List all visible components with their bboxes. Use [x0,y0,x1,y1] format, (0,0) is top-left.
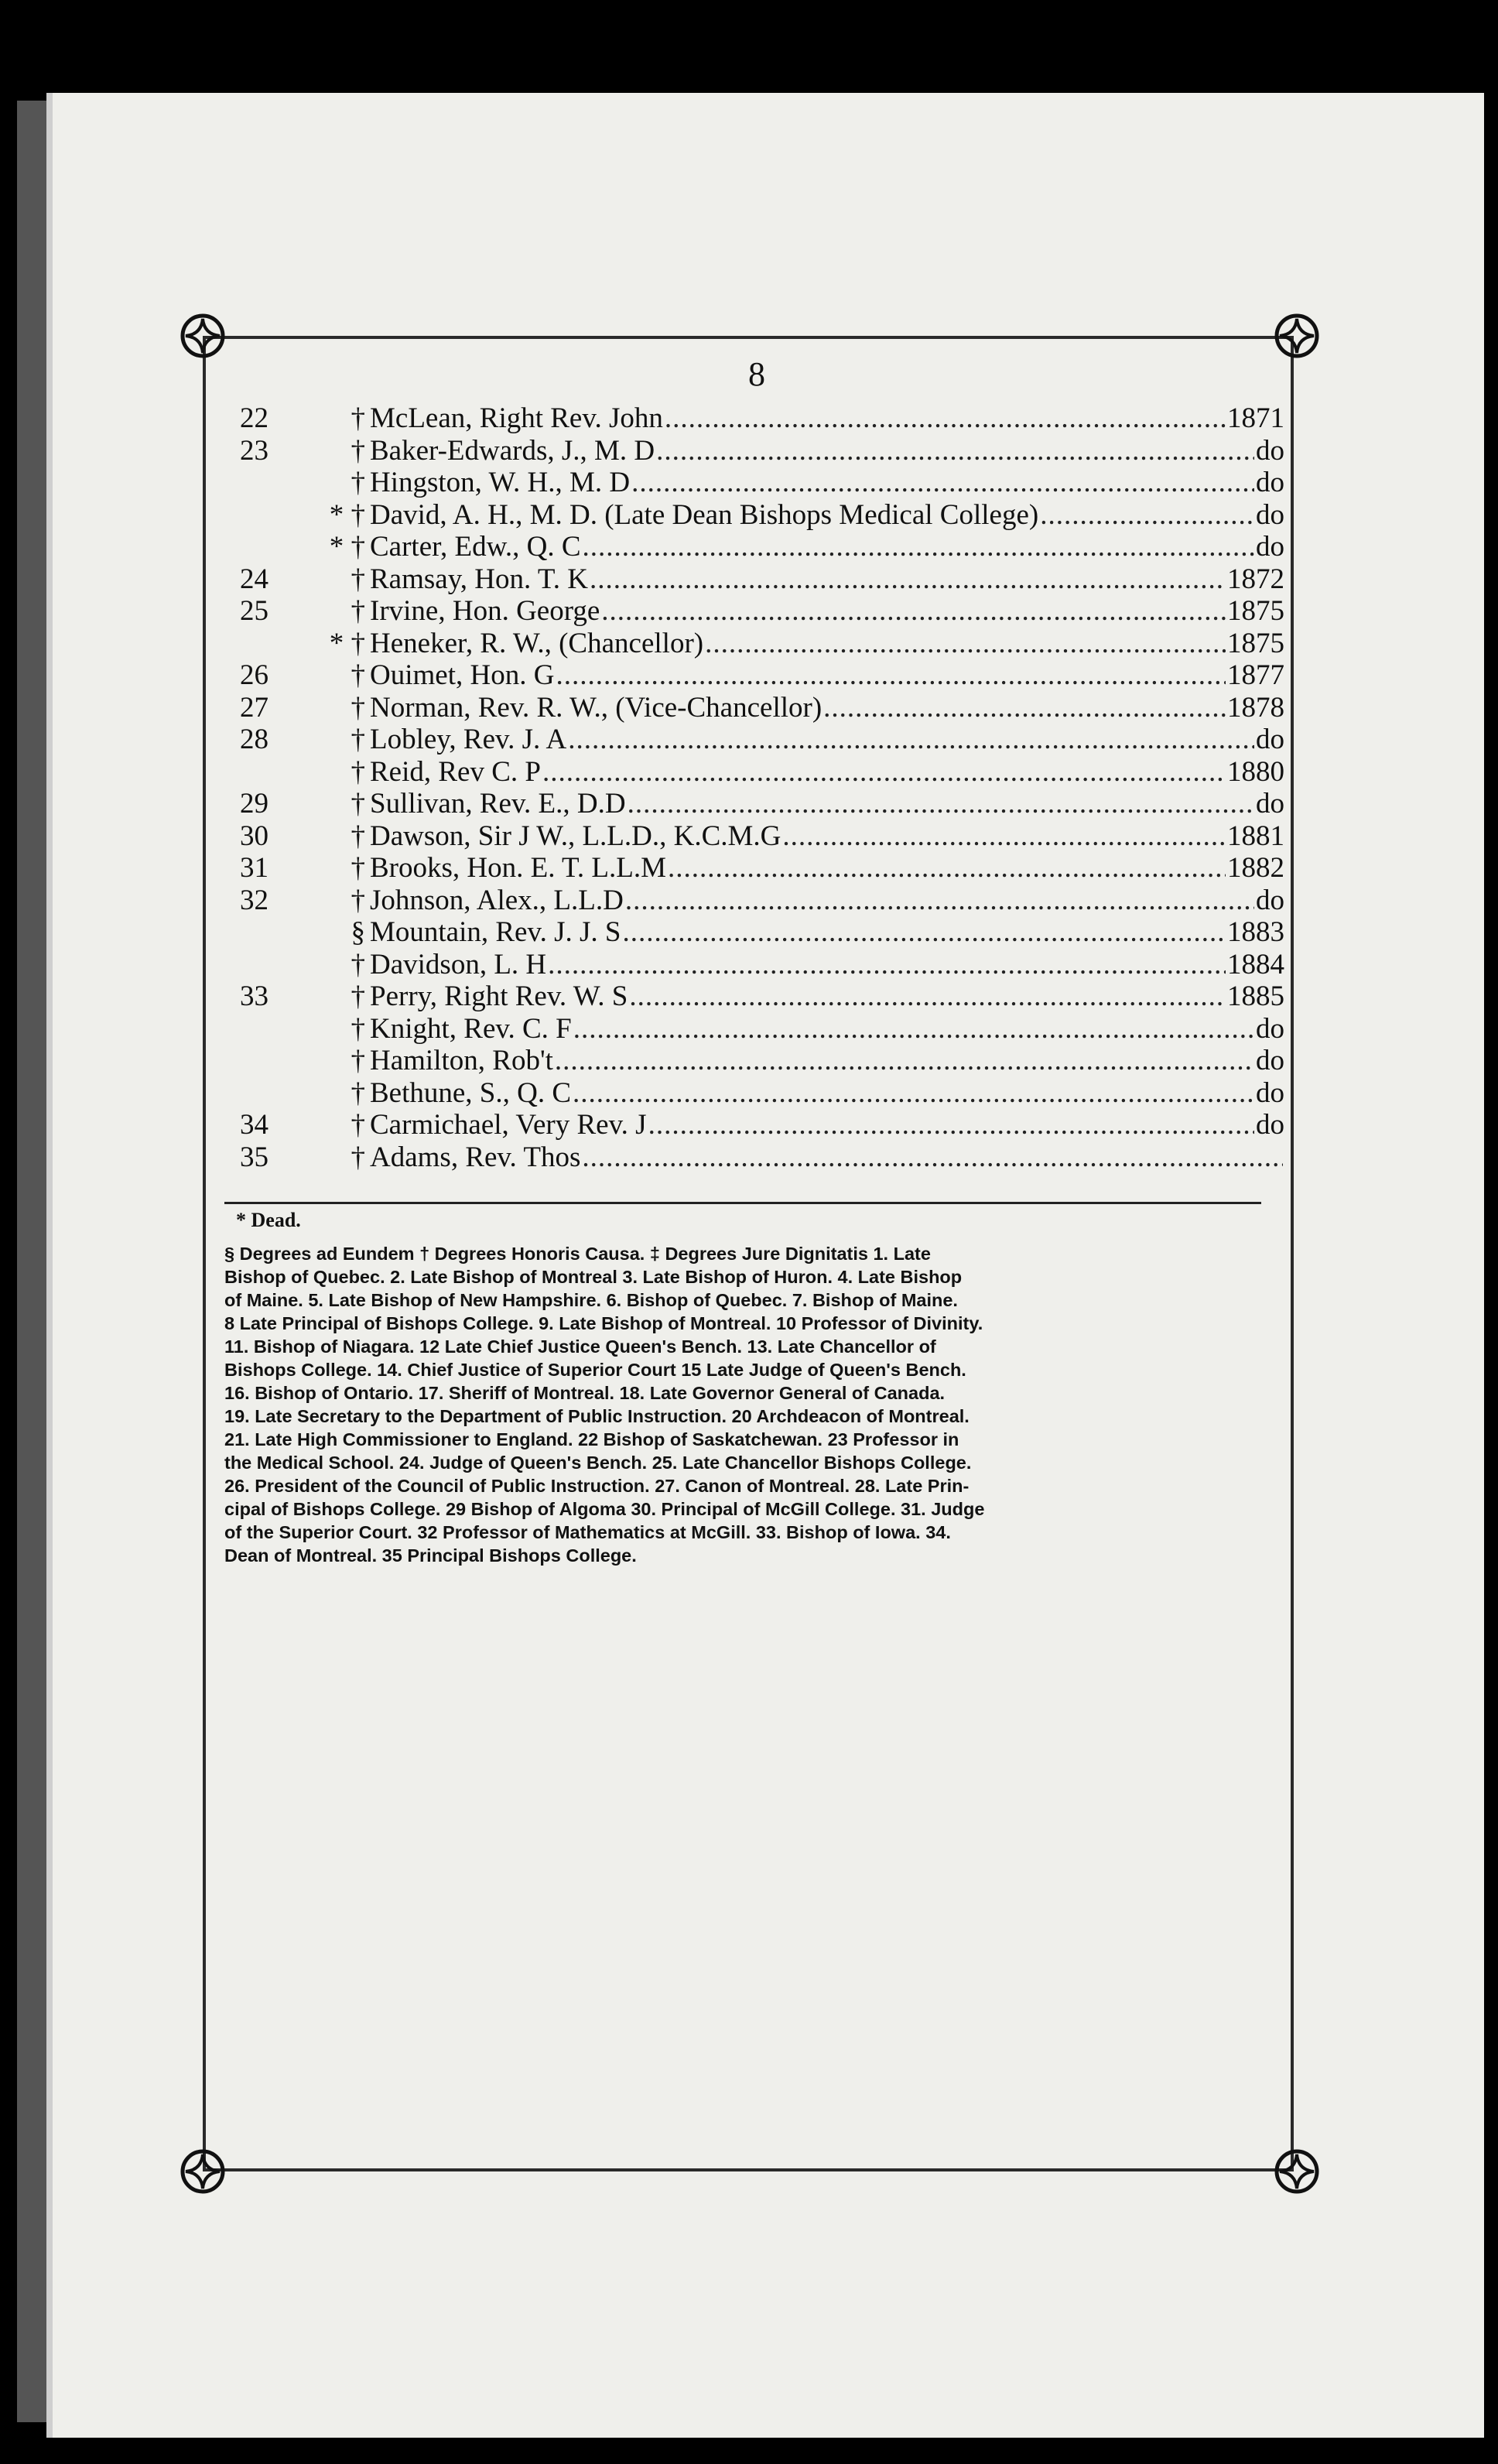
footnote-line: 19. Late Secretary to the Department of Public Instruction. 20 Archdeacon of Montreal. [224,1406,970,1426]
footnote-line: 21. Late High Commissioner to England. 22 Bishop of Saskatchewan. 23 Professor in [224,1429,959,1449]
entry-year: 1881 [1227,820,1284,852]
footnote-line: 11. Bishop of Niagara. 12 Late Chief Justice Queen's Bench. 13. Late Chancellor of [224,1336,936,1357]
entry-year: 1880 [1227,755,1284,788]
degree-mark: † [351,852,365,884]
list-item [232,852,1284,885]
entry-year: 1872 [1227,563,1284,595]
recipient-name: Ramsay, Hon. T. K [370,563,588,595]
recipient-name: Norman, Rev. R. W., (Vice-Chancellor) [370,691,823,724]
recipient-name: Heneker, R. W., (Chancellor) [370,627,704,659]
entry-year: do [1256,884,1284,916]
leader-dots [628,788,1254,820]
footnote-line: Dean of Montreal. 35 Principal Bishops College. [224,1545,637,1566]
leader-dots [705,628,1226,660]
list-item [232,820,1284,853]
footnote-line: 8 Late Principal of Bishops College. 9. Late Bishop of Montreal. 10 Professor of Divinity. [224,1313,983,1333]
degree-mark: † [351,467,365,498]
degree-mark: † [351,434,365,467]
leader-dots [631,467,1254,499]
degree-mark: † [351,724,365,755]
entry-year: 1875 [1227,627,1284,659]
leader-dots [823,692,1226,724]
degree-mark: † [351,755,365,788]
degree-mark: † [351,595,365,627]
footnote-line: 16. Bishop of Ontario. 17. Sheriff of Montreal. 18. Late Governor General of Canada. [224,1383,946,1403]
entry-year: do [1256,1045,1284,1076]
leader-dots [625,885,1254,917]
footnote-line: § Degrees ad Eundem † Degrees Honoris Causa. ‡ Degrees Jure Dignitatis 1. Late [224,1244,931,1264]
leader-dots [590,563,1226,596]
recipient-name: McLean, Right Rev. John [370,402,663,434]
entry-year: 1877 [1227,659,1284,691]
recipient-name: Brooks, Hon. E. T. L.L.M [370,852,667,884]
leader-dots [656,435,1254,467]
footnote-line: the Medical School. 24. Judge of Queen's Bench. 25. Late Chancellor Bishops College. [224,1453,972,1473]
degree-mark: † [351,563,365,595]
entry-year: do [1256,1076,1284,1109]
leader-dots [568,724,1254,756]
degree-mark: * † [329,498,365,531]
entry-year: 1875 [1227,595,1284,627]
degree-mark: † [351,1109,365,1141]
degree-mark: * † [329,531,365,563]
list-item [232,499,1284,532]
corner-ornament-icon [178,311,227,361]
leader-dots [1040,499,1254,532]
list-item [232,949,1284,981]
entry-year: 1885 [1227,980,1284,1012]
degree-mark: † [351,788,365,820]
corner-ornament-icon [178,2147,227,2196]
footnote-line: 26. President of the Council of Public Instruction. 27. Canon of Montreal. 28. Late Prin- [224,1476,970,1496]
leader-dots [665,402,1226,435]
recipient-name: Hamilton, Rob't [370,1045,553,1076]
list-item [232,435,1284,467]
recipient-name: Lobley, Rev. J. A [370,724,567,755]
leader-dots [782,820,1226,853]
recipient-name: Hingston, W. H., M. D [370,467,631,498]
recipient-name: Knight, Rev. C. F [370,1012,572,1045]
leader-dots [622,916,1226,949]
corner-ornament-icon [1272,311,1322,361]
list-item [232,1013,1284,1045]
entry-year: do [1256,788,1284,820]
page-number: 8 [748,355,765,393]
list-item [232,756,1284,789]
leader-dots [573,1013,1254,1045]
list-item [232,788,1284,820]
list-item [232,467,1284,499]
list-item [232,402,1284,435]
recipient-name: Carmichael, Very Rev. J [370,1109,647,1141]
degree-mark: † [351,948,365,980]
recipient-name: Adams, Rev. Thos [370,1141,581,1173]
recipient-name: Ouimet, Hon. G [370,659,555,691]
degree-mark: † [351,980,365,1012]
entry-year: do [1256,1012,1284,1045]
entry-year: do [1256,724,1284,755]
entry-year: 1883 [1227,916,1284,948]
recipient-name: Mountain, Rev. J. J. S [370,916,621,948]
entry-number: 30 [240,820,268,852]
entry-number: 26 [240,659,268,691]
entry-number: 31 [240,852,268,884]
list-item [232,1141,1284,1174]
entry-number: 32 [240,884,268,916]
entry-year: do [1256,498,1284,531]
recipient-name: Davidson, L. H [370,948,547,980]
degree-mark: † [351,1045,365,1076]
entry-number: 33 [240,980,268,1012]
recipient-name: Irvine, Hon. George [370,595,600,627]
entry-number: 28 [240,724,268,755]
recipient-name: Dawson, Sir J W., L.L.D., K.C.M.G [370,820,781,852]
entry-number: 25 [240,595,268,627]
leader-dots [542,756,1226,789]
recipient-name: Sullivan, Rev. E., D.D [370,788,626,820]
leader-dots [601,595,1226,628]
list-item [232,563,1284,596]
leader-dots [629,980,1226,1013]
entry-year: do [1256,434,1284,467]
footnote-line: of Maine. 5. Late Bishop of New Hampshire. 6. Bishop of Quebec. 7. Bishop of Maine. [224,1290,958,1310]
degree-mark: § [351,916,365,948]
entry-number: 27 [240,691,268,724]
entry-year: 1882 [1227,852,1284,884]
list-item [232,724,1284,756]
entry-year: 1884 [1227,948,1284,980]
list-item [232,628,1284,660]
leader-dots [582,1141,1283,1174]
entry-number: 34 [240,1109,268,1141]
leader-dots [556,659,1226,692]
footnote-line: Bishop of Quebec. 2. Late Bishop of Montreal 3. Late Bishop of Huron. 4. Late Bishop [224,1267,963,1287]
recipient-name: Johnson, Alex., L.L.D [370,884,624,916]
footnote-line: cipal of Bishops College. 29 Bishop of Algoma 30. Principal of McGill College. 31. Judge [224,1499,985,1519]
list-item [232,659,1284,692]
entry-year: 1878 [1227,691,1284,724]
list-item [232,1109,1284,1141]
entry-year: do [1256,467,1284,498]
degree-mark: † [351,820,365,852]
list-item [232,916,1284,949]
degree-mark: † [351,691,365,724]
degree-mark: † [351,1076,365,1109]
list-item [232,531,1284,563]
degree-list [232,402,1284,1173]
leader-dots [573,1077,1254,1110]
degree-mark: * † [329,627,365,659]
list-item [232,1077,1284,1110]
degree-mark: † [351,884,365,916]
recipient-name: Carter, Edw., Q. C [370,531,581,563]
entry-number: 35 [240,1141,268,1173]
degree-mark: † [351,1141,365,1173]
list-item [232,885,1284,917]
degree-mark: † [351,402,365,434]
footnotes [224,1242,1269,1567]
list-item [232,980,1284,1013]
footnote-line: of the Superior Court. 32 Professor of Mathematics at McGill. 33. Bishop of Iowa. 34. [224,1522,951,1542]
entry-year: do [1256,531,1284,563]
entry-number: 29 [240,788,268,820]
degree-mark: † [351,659,365,691]
entry-year: 1871 [1227,402,1284,434]
page-edge-shadow [17,101,48,2422]
list-item [232,1045,1284,1077]
dead-footnote: * Dead. [236,1209,301,1231]
entry-year: do [1256,1109,1284,1141]
recipient-name: Reid, Rev C. P [370,755,541,788]
leader-dots [548,949,1226,981]
list-item [232,692,1284,724]
footnote-line: Bishops College. 14. Chief Justice of Superior Court 15 Late Judge of Queen's Bench. [224,1360,966,1380]
list-item [232,595,1284,628]
recipient-name: Perry, Right Rev. W. S [370,980,628,1012]
entry-number: 24 [240,563,268,595]
degree-mark: † [351,1012,365,1045]
corner-ornament-icon [1272,2147,1322,2196]
entry-number: 22 [240,402,268,434]
recipient-name: Bethune, S., Q. C [370,1076,572,1109]
leader-dots [668,852,1226,885]
leader-dots [555,1045,1254,1077]
footnote-divider [224,1202,1261,1204]
leader-dots [583,531,1254,563]
entry-number: 23 [240,434,268,467]
leader-dots [648,1109,1254,1141]
recipient-name: Baker-Edwards, J., M. D [370,434,655,467]
recipient-name: David, A. H., M. D. (Late Dean Bishops Medical College) [370,498,1039,531]
